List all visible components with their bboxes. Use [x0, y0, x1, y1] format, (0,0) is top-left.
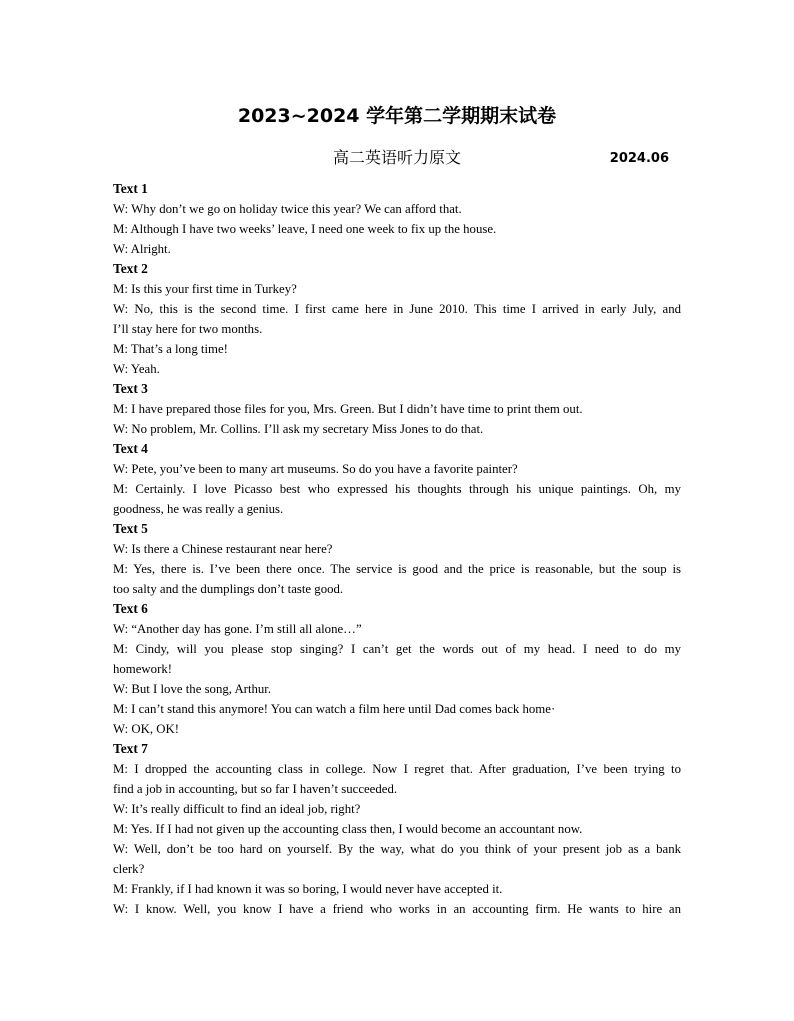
- transcript-line: M: I have prepared those files for you, Mrs. Green. But I didn’t have time to print them out.: [113, 402, 583, 416]
- transcript-line: W: OK, OK!: [113, 722, 179, 736]
- transcript-line: M: Yes. If I had not given up the accounting class then, I would become an accountant now.: [113, 822, 583, 836]
- transcript-line: M: Frankly, if I had known it was so boring, I would never have accepted it.: [113, 882, 503, 896]
- transcript-line: homework!: [113, 662, 172, 676]
- document-subtitle-row: [113, 146, 681, 172]
- section-heading: Text 6: [113, 601, 148, 616]
- transcript-line: W: Alright.: [113, 242, 171, 256]
- document-title: 2023~2024 学年第二学期期末试卷: [237, 105, 557, 127]
- transcript-body: [113, 179, 681, 919]
- transcript-line: M: That’s a long time!: [113, 342, 228, 356]
- transcript-line: M: Yes, there is. I’ve been there once. The service is good and the price is reasonable, but the soup is: [113, 562, 681, 576]
- transcript-line: I’ll stay here for two months.: [113, 322, 263, 336]
- transcript-line: W: No, this is the second time. I first came here in June 2010. This time I arrived in early July, and: [113, 302, 681, 316]
- transcript-line: M: Is this your first time in Turkey?: [113, 282, 297, 296]
- transcript-line: goodness, he was really a genius.: [113, 502, 284, 516]
- transcript-line: W: “Another day has gone. I’m still all alone…”: [113, 622, 362, 636]
- document-date: 2024.06: [609, 151, 669, 166]
- transcript-line: M: Certainly. I love Picasso best who expressed his thoughts through his unique paintings. Oh, my: [113, 482, 681, 496]
- transcript-line: W: Well, don’t be too hard on yourself. By the way, what do you think of your present job as a bank: [113, 842, 681, 856]
- transcript-line: M: Cindy, will you please stop singing? I can’t get the words out of my head. I need to do my: [113, 642, 681, 656]
- transcript-line: W: I know. Well, you know I have a friend who works in an accounting firm. He wants to hire an: [113, 902, 681, 916]
- transcript-line: too salty and the dumplings don’t taste good.: [113, 582, 344, 596]
- section-heading: Text 3: [113, 381, 148, 396]
- transcript-line: W: Pete, you’ve been to many art museums. So do you have a favorite painter?: [113, 462, 518, 476]
- transcript-line: W: Is there a Chinese restaurant near here?: [113, 542, 333, 556]
- transcript-line: M: I can’t stand this anymore! You can watch a film here until Dad comes back home·: [113, 702, 556, 716]
- transcript-line: W: Yeah.: [113, 362, 160, 376]
- transcript-line: W: It’s really difficult to find an ideal job, right?: [113, 802, 361, 816]
- transcript-line: M: I dropped the accounting class in college. Now I regret that. After graduation, I’ve been trying to: [113, 762, 681, 776]
- section-heading: Text 2: [113, 261, 148, 276]
- section-heading: Text 5: [113, 521, 148, 536]
- transcript-line: find a job in accounting, but so far I haven’t succeeded.: [113, 782, 398, 796]
- section-heading: Text 4: [113, 441, 148, 456]
- transcript-line: W: But I love the song, Arthur.: [113, 682, 272, 696]
- transcript-line: W: Why don’t we go on holiday twice this year? We can afford that.: [113, 202, 462, 216]
- transcript-line: W: No problem, Mr. Collins. I’ll ask my secretary Miss Jones to do that.: [113, 422, 484, 436]
- transcript-line: M: Although I have two weeks’ leave, I need one week to fix up the house.: [113, 222, 497, 236]
- section-heading: Text 7: [113, 741, 148, 756]
- section-heading: Text 1: [113, 181, 148, 196]
- transcript-line: clerk?: [113, 862, 145, 876]
- document-subtitle: 高二英语听力原文: [332, 148, 461, 167]
